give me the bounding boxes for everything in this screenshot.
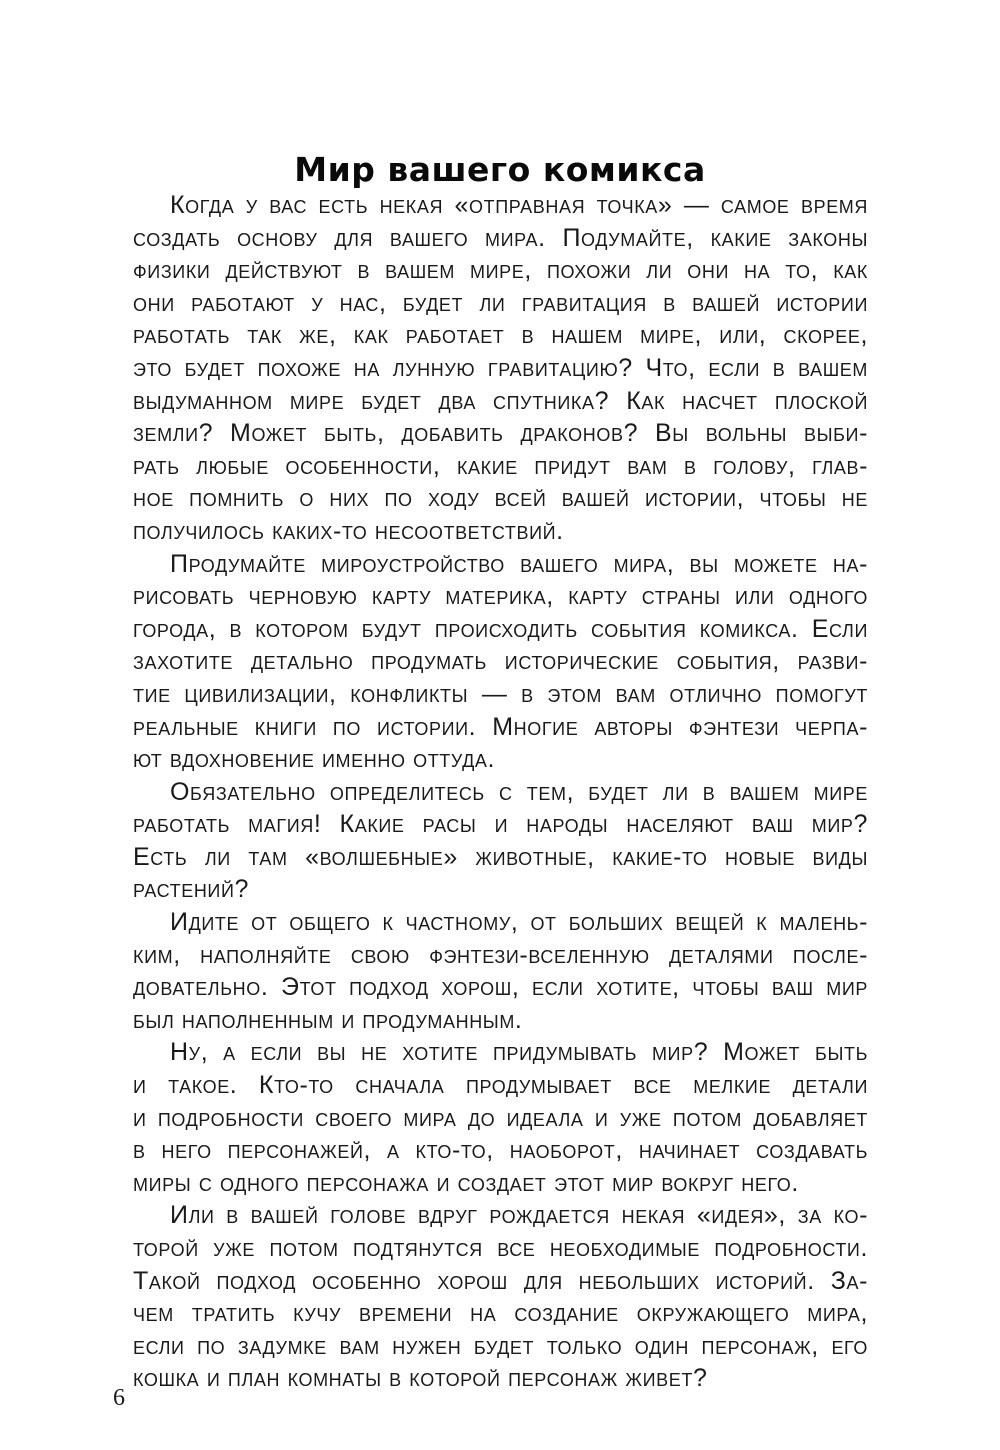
text-line: Продумайте мироустройство вашего мира, вы можете на- [170, 549, 868, 578]
text-line: рать любые особенности, какие придут вам в голову, глав- [133, 451, 868, 480]
text-line: работать магия! Какие расы и народы населяют ваш мир? [133, 810, 868, 839]
text-line: ют вдохновение именно оттуда. [133, 745, 496, 774]
text-line: торой уже потом подтянутся все необходимые подробности. [133, 1234, 868, 1262]
body-text [133, 189, 868, 1395]
text-line: если по задумке вам нужен будет только один персонаж, его [133, 1331, 868, 1360]
paragraph [133, 548, 868, 776]
text-line: Или в вашей голове вдруг рождается некая «идея», за ко- [170, 1201, 868, 1230]
page-number: 6 [113, 1385, 125, 1411]
page-title: Мир вашего комикса [294, 150, 706, 190]
text-line: миры с одного персонажа и создает этот мир вокруг него. [133, 1168, 799, 1197]
text-line: это будет похоже на лунную гравитацию? Что, если в вашем [133, 353, 868, 382]
text-line: Такой подход особенно хорош для небольших историй. За- [133, 1266, 868, 1295]
text-line: кошка и план комнаты в которой персонаж живет? [133, 1364, 708, 1393]
text-line: создать основу для вашего мира. Подумайте, какие законы [133, 223, 868, 252]
text-line: был наполненным и продуманным. [133, 1005, 523, 1034]
text-line: захотите детально продумать исторические события, разви- [133, 647, 868, 676]
text-line: довательно. Этот подход хорош, если хотите, чтобы ваш мир [133, 973, 868, 1002]
text-line: растений? [133, 875, 249, 904]
paragraph [133, 906, 868, 1036]
text-line: чем тратить кучу времени на создание окружающего мира, [133, 1299, 868, 1328]
text-line: и подробности своего мира до идеала и уже потом добавляет [133, 1103, 868, 1132]
text-line: ким, наполняйте свою фэнтези-вселенную деталями после- [133, 940, 868, 969]
text-line: тие цивилизации, конфликты — в этом вам отлично помогут [133, 679, 868, 708]
text-line: они работают у нас, будет ли гравитация в вашей истории [133, 288, 868, 317]
text-line: Когда у вас есть некая «отправная точка» — самое время [170, 191, 868, 219]
text-line: в него персонажей, а кто-то, наоборот, начинает создавать [133, 1136, 868, 1165]
text-line: Идите от общего к частному, от больших вещей к малень- [170, 908, 868, 937]
text-line: рисовать черновую карту материка, карту страны или одного [133, 582, 868, 611]
text-line: работать так же, как работает в нашем мире, или, скорее, [133, 321, 868, 350]
text-line: Обязательно определитесь с тем, будет ли в вашем мире [170, 777, 868, 806]
text-line: выдуманном мире будет два спутника? Как насчет плоской [133, 386, 868, 415]
text-line: города, в котором будут происходить события комикса. Если [133, 614, 868, 643]
paragraph [133, 189, 868, 548]
text-line: реальные книги по истории. Многие авторы фэнтези черпа- [133, 712, 868, 741]
paragraph [133, 1199, 868, 1395]
paragraph [133, 776, 868, 906]
text-line: ное помнить о них по ходу всей вашей истории, чтобы не [133, 484, 868, 513]
text-line: и такое. Кто-то сначала продумывает все мелкие детали [133, 1071, 868, 1100]
paragraph [133, 1036, 868, 1199]
text-line: Ну, а если вы не хотите придумывать мир? Может быть [170, 1038, 868, 1067]
text-line: получилось каких-то несоответствий. [133, 516, 564, 545]
text-line: Есть ли там «волшебные» животные, какие-то новые виды [133, 842, 868, 871]
text-line: земли? Может быть, добавить драконов? Вы вольны выби- [133, 419, 868, 448]
text-line: физики действуют в вашем мире, похожи ли они на то, как [133, 256, 868, 285]
